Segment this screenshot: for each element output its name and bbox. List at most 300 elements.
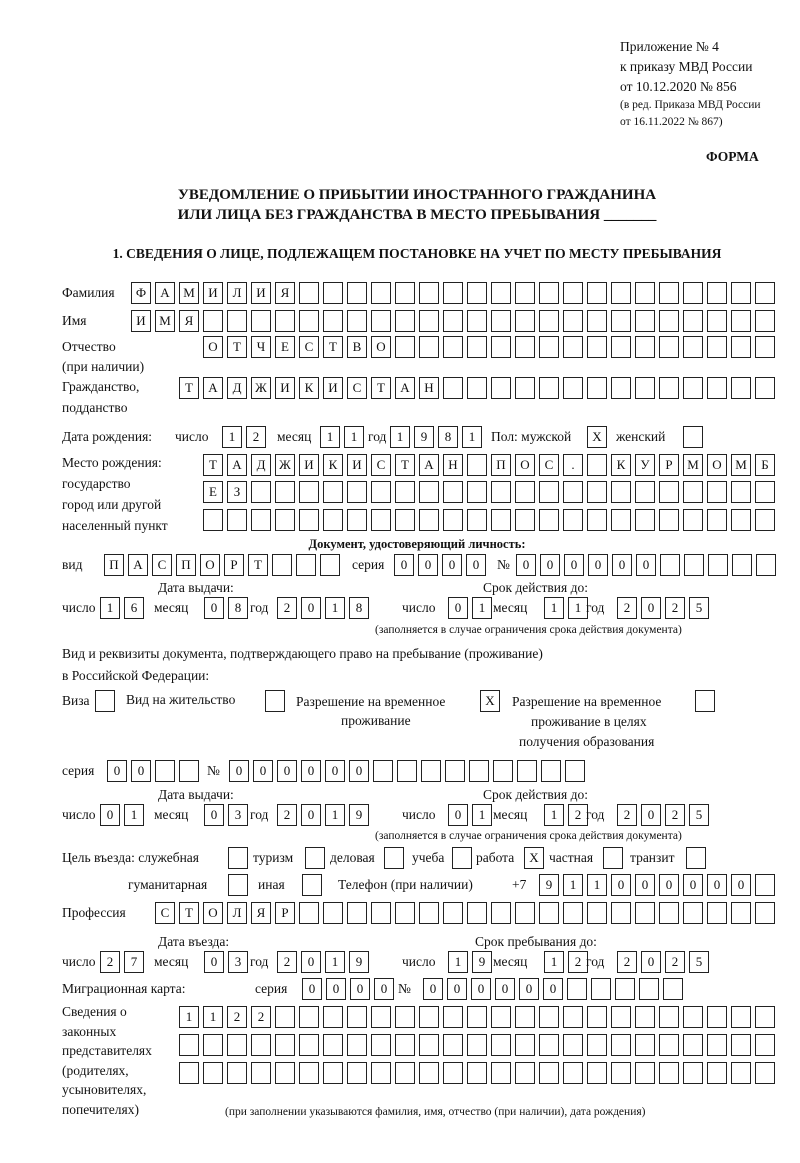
representatives-row3-cell[interactable] xyxy=(515,1062,535,1084)
residence-doc-number-cell[interactable] xyxy=(469,760,489,782)
birthplace-row2-cell[interactable] xyxy=(635,481,655,503)
purpose-private-cell[interactable] xyxy=(603,847,623,869)
id-doc-number-cell[interactable] xyxy=(660,554,680,576)
surname-cell[interactable] xyxy=(515,282,535,304)
birthplace-row1-cell[interactable]: Н xyxy=(443,454,463,476)
name-cell[interactable] xyxy=(467,310,487,332)
surname-cell[interactable] xyxy=(683,282,703,304)
representatives-row1-cell[interactable] xyxy=(707,1006,727,1028)
representatives-row1-cell[interactable] xyxy=(587,1006,607,1028)
birthplace-row1-cell[interactable]: О xyxy=(707,454,727,476)
name-cell[interactable] xyxy=(371,310,391,332)
residence-doc-issue-year-cell[interactable]: 0 xyxy=(301,804,321,826)
name-cell[interactable] xyxy=(707,310,727,332)
birthplace-row1-cell[interactable]: М xyxy=(683,454,703,476)
name-cell[interactable] xyxy=(299,310,319,332)
birthplace-row2-cell[interactable] xyxy=(563,481,583,503)
representatives-row2-cell[interactable] xyxy=(467,1034,487,1056)
entry-entry-day-cell[interactable]: 7 xyxy=(124,951,144,973)
purpose-official-cell[interactable] xyxy=(228,847,248,869)
birthplace-row3-cell[interactable] xyxy=(755,509,775,531)
birthplace-row2-cell[interactable] xyxy=(323,481,343,503)
representatives-row2-cell[interactable] xyxy=(755,1034,775,1056)
patronymic-cell[interactable] xyxy=(539,336,559,358)
id-doc-type-cell[interactable]: П xyxy=(104,554,124,576)
profession-cell[interactable] xyxy=(467,902,487,924)
name-cell[interactable] xyxy=(539,310,559,332)
residence-doc-number-cell[interactable]: 0 xyxy=(229,760,249,782)
patronymic-cell[interactable] xyxy=(587,336,607,358)
birthplace-row3-cell[interactable] xyxy=(539,509,559,531)
representatives-row1-cell[interactable] xyxy=(683,1006,703,1028)
migration-card-number-cell[interactable]: 0 xyxy=(447,978,467,1000)
birth-date-year-cell[interactable]: 1 xyxy=(390,426,410,448)
id-doc-type-cell[interactable]: Т xyxy=(248,554,268,576)
residence-doc-number-cell[interactable] xyxy=(565,760,585,782)
representatives-row3-cell[interactable] xyxy=(611,1062,631,1084)
representatives-row3-cell[interactable] xyxy=(275,1062,295,1084)
patronymic-cell[interactable] xyxy=(515,336,535,358)
residence-doc-series-cell[interactable] xyxy=(155,760,175,782)
representatives-row2-cell[interactable] xyxy=(563,1034,583,1056)
representatives-row3-cell[interactable] xyxy=(203,1062,223,1084)
citizenship-cell[interactable] xyxy=(491,377,511,399)
profession-cell[interactable] xyxy=(683,902,703,924)
entry-stay-year-cell[interactable]: 0 xyxy=(641,951,661,973)
profession-cell[interactable] xyxy=(659,902,679,924)
representatives-row1-cell[interactable] xyxy=(659,1006,679,1028)
phone-cell[interactable]: 0 xyxy=(731,874,751,896)
representatives-row3-cell[interactable] xyxy=(443,1062,463,1084)
birth-date-year-cell[interactable]: 9 xyxy=(414,426,434,448)
birthplace-row3-cell[interactable] xyxy=(275,509,295,531)
residence-doc-number-cell[interactable]: 0 xyxy=(301,760,321,782)
name-cell[interactable] xyxy=(515,310,535,332)
purpose-humanitarian-cell[interactable] xyxy=(228,874,248,896)
residence-doc-number-cell[interactable]: 0 xyxy=(349,760,369,782)
representatives-row2-cell[interactable] xyxy=(443,1034,463,1056)
phone-cell[interactable]: 0 xyxy=(635,874,655,896)
birthplace-row1-cell[interactable]: Т xyxy=(395,454,415,476)
representatives-row1-cell[interactable] xyxy=(419,1006,439,1028)
phone-cell[interactable]: 9 xyxy=(539,874,559,896)
sex-male-cell[interactable]: X xyxy=(587,426,607,448)
name-cell[interactable] xyxy=(683,310,703,332)
representatives-row2-cell[interactable] xyxy=(587,1034,607,1056)
birthplace-row3-cell[interactable] xyxy=(467,509,487,531)
residence-doc-issue-year-cell[interactable]: 2 xyxy=(277,804,297,826)
birthplace-row2-cell[interactable] xyxy=(659,481,679,503)
name-cell[interactable] xyxy=(251,310,271,332)
surname-cell[interactable] xyxy=(371,282,391,304)
representatives-row3-cell[interactable] xyxy=(299,1062,319,1084)
id-doc-valid-year-cell[interactable]: 2 xyxy=(665,597,685,619)
surname-cell[interactable] xyxy=(443,282,463,304)
surname-cell[interactable]: И xyxy=(251,282,271,304)
name-cell[interactable] xyxy=(659,310,679,332)
residence-doc-valid-year-cell[interactable]: 5 xyxy=(689,804,709,826)
surname-cell[interactable]: Я xyxy=(275,282,295,304)
profession-cell[interactable] xyxy=(491,902,511,924)
entry-stay-day-cell[interactable]: 9 xyxy=(472,951,492,973)
representatives-row2-cell[interactable] xyxy=(299,1034,319,1056)
birthplace-row3-cell[interactable] xyxy=(731,509,751,531)
profession-cell[interactable] xyxy=(731,902,751,924)
id-doc-type-cell[interactable] xyxy=(296,554,316,576)
id-doc-issue-year-cell[interactable]: 0 xyxy=(301,597,321,619)
profession-cell[interactable]: Р xyxy=(275,902,295,924)
profession-cell[interactable]: Л xyxy=(227,902,247,924)
migration-card-number-cell[interactable]: 0 xyxy=(495,978,515,1000)
patronymic-cell[interactable] xyxy=(611,336,631,358)
profession-cell[interactable]: О xyxy=(203,902,223,924)
profession-cell[interactable] xyxy=(299,902,319,924)
citizenship-cell[interactable]: К xyxy=(299,377,319,399)
patronymic-cell[interactable] xyxy=(491,336,511,358)
residence-doc-number-cell[interactable]: 0 xyxy=(277,760,297,782)
citizenship-cell[interactable] xyxy=(659,377,679,399)
id-doc-number-cell[interactable] xyxy=(708,554,728,576)
birthplace-row3-cell[interactable] xyxy=(659,509,679,531)
birthplace-row1-cell[interactable]: К xyxy=(611,454,631,476)
profession-cell[interactable] xyxy=(755,902,775,924)
birthplace-row3-cell[interactable] xyxy=(299,509,319,531)
citizenship-cell[interactable] xyxy=(755,377,775,399)
birthplace-row3-cell[interactable] xyxy=(203,509,223,531)
representatives-row1-cell[interactable] xyxy=(491,1006,511,1028)
name-cell[interactable]: М xyxy=(155,310,175,332)
id-doc-type-cell[interactable]: А xyxy=(128,554,148,576)
id-doc-series-cell[interactable]: 0 xyxy=(466,554,486,576)
birthplace-row1-cell[interactable]: П xyxy=(491,454,511,476)
birthplace-row2-cell[interactable] xyxy=(755,481,775,503)
surname-cell[interactable]: И xyxy=(203,282,223,304)
representatives-row1-cell[interactable]: 1 xyxy=(179,1006,199,1028)
birthplace-row3-cell[interactable] xyxy=(683,509,703,531)
surname-cell[interactable] xyxy=(587,282,607,304)
representatives-row3-cell[interactable] xyxy=(635,1062,655,1084)
residence-doc-number-cell[interactable] xyxy=(445,760,465,782)
id-doc-number-cell[interactable]: 0 xyxy=(564,554,584,576)
representatives-row3-cell[interactable] xyxy=(659,1062,679,1084)
id-doc-type-cell[interactable] xyxy=(272,554,292,576)
birthplace-row1-cell[interactable] xyxy=(587,454,607,476)
patronymic-cell[interactable] xyxy=(731,336,751,358)
birthplace-row1-cell[interactable]: У xyxy=(635,454,655,476)
representatives-row1-cell[interactable] xyxy=(731,1006,751,1028)
residence-doc-issue-year-cell[interactable]: 1 xyxy=(325,804,345,826)
sex-female-cell[interactable] xyxy=(683,426,703,448)
patronymic-cell[interactable] xyxy=(635,336,655,358)
birthplace-row1-cell[interactable]: Д xyxy=(251,454,271,476)
name-cell[interactable]: Я xyxy=(179,310,199,332)
birthplace-row1-cell[interactable]: С xyxy=(371,454,391,476)
profession-cell[interactable] xyxy=(443,902,463,924)
entry-stay-year-cell[interactable]: 2 xyxy=(665,951,685,973)
id-doc-valid-year-cell[interactable]: 5 xyxy=(689,597,709,619)
birthplace-row1-cell[interactable]: А xyxy=(419,454,439,476)
id-doc-series-cell[interactable]: 0 xyxy=(418,554,438,576)
phone-cell[interactable]: 0 xyxy=(707,874,727,896)
birthplace-row1-cell[interactable]: Б xyxy=(755,454,775,476)
citizenship-cell[interactable] xyxy=(563,377,583,399)
birthplace-row2-cell[interactable] xyxy=(611,481,631,503)
residence-doc-issue-day-cell[interactable]: 0 xyxy=(100,804,120,826)
representatives-row3-cell[interactable] xyxy=(587,1062,607,1084)
birthplace-row3-cell[interactable] xyxy=(515,509,535,531)
surname-cell[interactable]: А xyxy=(155,282,175,304)
citizenship-cell[interactable] xyxy=(515,377,535,399)
residence-doc-temp-cell[interactable]: X xyxy=(480,690,500,712)
birth-date-year-cell[interactable]: 8 xyxy=(438,426,458,448)
surname-cell[interactable] xyxy=(395,282,415,304)
representatives-row2-cell[interactable] xyxy=(611,1034,631,1056)
profession-cell[interactable] xyxy=(347,902,367,924)
residence-doc-issue-month-cell[interactable]: 3 xyxy=(228,804,248,826)
surname-cell[interactable] xyxy=(491,282,511,304)
citizenship-cell[interactable]: С xyxy=(347,377,367,399)
representatives-row2-cell[interactable] xyxy=(203,1034,223,1056)
phone-cell[interactable] xyxy=(755,874,775,896)
migration-card-number-cell[interactable]: 0 xyxy=(519,978,539,1000)
representatives-row3-cell[interactable] xyxy=(491,1062,511,1084)
representatives-row3-cell[interactable] xyxy=(371,1062,391,1084)
profession-cell[interactable] xyxy=(563,902,583,924)
name-cell[interactable] xyxy=(419,310,439,332)
citizenship-cell[interactable]: Н xyxy=(419,377,439,399)
representatives-row3-cell[interactable] xyxy=(347,1062,367,1084)
purpose-work-cell[interactable]: X xyxy=(524,847,544,869)
entry-entry-month-cell[interactable]: 3 xyxy=(228,951,248,973)
representatives-row1-cell[interactable]: 2 xyxy=(251,1006,271,1028)
residence-doc-number-cell[interactable] xyxy=(397,760,417,782)
id-doc-number-cell[interactable]: 0 xyxy=(588,554,608,576)
representatives-row2-cell[interactable] xyxy=(659,1034,679,1056)
citizenship-cell[interactable] xyxy=(611,377,631,399)
residence-doc-valid-year-cell[interactable]: 0 xyxy=(641,804,661,826)
birthplace-row1-cell[interactable]: Р xyxy=(659,454,679,476)
citizenship-cell[interactable] xyxy=(683,377,703,399)
birthplace-row3-cell[interactable] xyxy=(419,509,439,531)
citizenship-cell[interactable]: Т xyxy=(179,377,199,399)
phone-cell[interactable]: 0 xyxy=(611,874,631,896)
residence-doc-issue-year-cell[interactable]: 9 xyxy=(349,804,369,826)
patronymic-cell[interactable] xyxy=(467,336,487,358)
surname-cell[interactable] xyxy=(731,282,751,304)
birthplace-row2-cell[interactable] xyxy=(419,481,439,503)
id-doc-type-cell[interactable]: Р xyxy=(224,554,244,576)
patronymic-cell[interactable] xyxy=(419,336,439,358)
citizenship-cell[interactable] xyxy=(539,377,559,399)
entry-stay-month-cell[interactable]: 1 xyxy=(544,951,564,973)
representatives-row2-cell[interactable] xyxy=(491,1034,511,1056)
patronymic-cell[interactable] xyxy=(443,336,463,358)
representatives-row2-cell[interactable] xyxy=(539,1034,559,1056)
surname-cell[interactable] xyxy=(635,282,655,304)
migration-card-number-cell[interactable] xyxy=(615,978,635,1000)
id-doc-issue-year-cell[interactable]: 1 xyxy=(325,597,345,619)
birthplace-row1-cell[interactable]: И xyxy=(347,454,367,476)
residence-doc-series-cell[interactable]: 0 xyxy=(107,760,127,782)
representatives-row2-cell[interactable] xyxy=(275,1034,295,1056)
birthplace-row1-cell[interactable]: И xyxy=(299,454,319,476)
birthplace-row2-cell[interactable] xyxy=(443,481,463,503)
name-cell[interactable] xyxy=(563,310,583,332)
migration-card-series-cell[interactable]: 0 xyxy=(326,978,346,1000)
citizenship-cell[interactable] xyxy=(731,377,751,399)
birthplace-row2-cell[interactable]: Е xyxy=(203,481,223,503)
id-doc-issue-month-cell[interactable]: 0 xyxy=(204,597,224,619)
surname-cell[interactable] xyxy=(611,282,631,304)
residence-doc-number-cell[interactable]: 0 xyxy=(325,760,345,782)
surname-cell[interactable] xyxy=(539,282,559,304)
birthplace-row3-cell[interactable] xyxy=(491,509,511,531)
id-doc-type-cell[interactable] xyxy=(320,554,340,576)
representatives-row1-cell[interactable] xyxy=(611,1006,631,1028)
name-cell[interactable] xyxy=(323,310,343,332)
surname-cell[interactable]: М xyxy=(179,282,199,304)
id-doc-issue-month-cell[interactable]: 8 xyxy=(228,597,248,619)
birthplace-row1-cell[interactable]: М xyxy=(731,454,751,476)
birthplace-row2-cell[interactable] xyxy=(587,481,607,503)
surname-cell[interactable] xyxy=(323,282,343,304)
entry-entry-year-cell[interactable]: 1 xyxy=(325,951,345,973)
patronymic-cell[interactable]: О xyxy=(203,336,223,358)
name-cell[interactable] xyxy=(203,310,223,332)
residence-doc-series-cell[interactable] xyxy=(179,760,199,782)
representatives-row2-cell[interactable] xyxy=(227,1034,247,1056)
citizenship-cell[interactable]: А xyxy=(203,377,223,399)
entry-entry-year-cell[interactable]: 9 xyxy=(349,951,369,973)
birthplace-row2-cell[interactable] xyxy=(491,481,511,503)
profession-cell[interactable] xyxy=(395,902,415,924)
birthplace-row2-cell[interactable] xyxy=(371,481,391,503)
name-cell[interactable] xyxy=(443,310,463,332)
id-doc-number-cell[interactable]: 0 xyxy=(636,554,656,576)
surname-cell[interactable] xyxy=(707,282,727,304)
profession-cell[interactable] xyxy=(611,902,631,924)
representatives-row1-cell[interactable] xyxy=(275,1006,295,1028)
patronymic-cell[interactable]: О xyxy=(371,336,391,358)
representatives-row2-cell[interactable] xyxy=(371,1034,391,1056)
representatives-row1-cell[interactable]: 2 xyxy=(227,1006,247,1028)
representatives-row3-cell[interactable] xyxy=(539,1062,559,1084)
residence-doc-number-cell[interactable] xyxy=(541,760,561,782)
patronymic-cell[interactable]: Е xyxy=(275,336,295,358)
representatives-row1-cell[interactable] xyxy=(323,1006,343,1028)
residence-doc-valid-year-cell[interactable]: 2 xyxy=(617,804,637,826)
representatives-row1-cell[interactable] xyxy=(371,1006,391,1028)
id-doc-issue-year-cell[interactable]: 8 xyxy=(349,597,369,619)
representatives-row1-cell[interactable] xyxy=(443,1006,463,1028)
birthplace-row2-cell[interactable] xyxy=(347,481,367,503)
citizenship-cell[interactable]: И xyxy=(275,377,295,399)
birthplace-row2-cell[interactable] xyxy=(467,481,487,503)
representatives-row3-cell[interactable] xyxy=(179,1062,199,1084)
residence-doc-valid-month-cell[interactable]: 2 xyxy=(568,804,588,826)
profession-cell[interactable] xyxy=(587,902,607,924)
representatives-row1-cell[interactable] xyxy=(539,1006,559,1028)
representatives-row3-cell[interactable] xyxy=(419,1062,439,1084)
profession-cell[interactable] xyxy=(515,902,535,924)
representatives-row1-cell[interactable]: 1 xyxy=(203,1006,223,1028)
entry-entry-year-cell[interactable]: 2 xyxy=(277,951,297,973)
patronymic-cell[interactable]: В xyxy=(347,336,367,358)
id-doc-type-cell[interactable]: О xyxy=(200,554,220,576)
entry-stay-day-cell[interactable]: 1 xyxy=(448,951,468,973)
birthplace-row3-cell[interactable] xyxy=(395,509,415,531)
surname-cell[interactable] xyxy=(659,282,679,304)
representatives-row3-cell[interactable] xyxy=(395,1062,415,1084)
residence-doc-valid-day-cell[interactable]: 1 xyxy=(472,804,492,826)
birthplace-row3-cell[interactable] xyxy=(563,509,583,531)
representatives-row2-cell[interactable] xyxy=(515,1034,535,1056)
birth-date-day-cell[interactable]: 2 xyxy=(246,426,266,448)
surname-cell[interactable] xyxy=(563,282,583,304)
citizenship-cell[interactable] xyxy=(707,377,727,399)
id-doc-number-cell[interactable]: 0 xyxy=(540,554,560,576)
profession-cell[interactable] xyxy=(707,902,727,924)
birthplace-row2-cell[interactable] xyxy=(251,481,271,503)
birthplace-row3-cell[interactable] xyxy=(587,509,607,531)
profession-cell[interactable] xyxy=(539,902,559,924)
migration-card-series-cell[interactable]: 0 xyxy=(302,978,322,1000)
phone-cell[interactable]: 1 xyxy=(563,874,583,896)
surname-cell[interactable] xyxy=(419,282,439,304)
birthplace-row2-cell[interactable] xyxy=(299,481,319,503)
representatives-row3-cell[interactable] xyxy=(467,1062,487,1084)
profession-cell[interactable]: С xyxy=(155,902,175,924)
citizenship-cell[interactable]: Д xyxy=(227,377,247,399)
name-cell[interactable] xyxy=(731,310,751,332)
representatives-row2-cell[interactable] xyxy=(179,1034,199,1056)
residence-doc-issue-month-cell[interactable]: 0 xyxy=(204,804,224,826)
representatives-row3-cell[interactable] xyxy=(251,1062,271,1084)
birthplace-row1-cell[interactable]: К xyxy=(323,454,343,476)
representatives-row1-cell[interactable] xyxy=(347,1006,367,1028)
birthplace-row2-cell[interactable] xyxy=(395,481,415,503)
surname-cell[interactable] xyxy=(467,282,487,304)
id-doc-series-cell[interactable]: 0 xyxy=(394,554,414,576)
name-cell[interactable] xyxy=(611,310,631,332)
id-doc-type-cell[interactable]: П xyxy=(176,554,196,576)
surname-cell[interactable] xyxy=(299,282,319,304)
citizenship-cell[interactable] xyxy=(587,377,607,399)
citizenship-cell[interactable]: Т xyxy=(371,377,391,399)
surname-cell[interactable] xyxy=(347,282,367,304)
birthplace-row1-cell[interactable]: . xyxy=(563,454,583,476)
name-cell[interactable] xyxy=(755,310,775,332)
phone-cell[interactable]: 1 xyxy=(587,874,607,896)
birthplace-row2-cell[interactable] xyxy=(683,481,703,503)
residence-doc-number-cell[interactable] xyxy=(421,760,441,782)
representatives-row1-cell[interactable] xyxy=(467,1006,487,1028)
birthplace-row3-cell[interactable] xyxy=(251,509,271,531)
id-doc-number-cell[interactable]: 0 xyxy=(516,554,536,576)
birthplace-row3-cell[interactable] xyxy=(347,509,367,531)
migration-card-number-cell[interactable] xyxy=(567,978,587,1000)
birthplace-row2-cell[interactable] xyxy=(731,481,751,503)
representatives-row2-cell[interactable] xyxy=(251,1034,271,1056)
name-cell[interactable] xyxy=(347,310,367,332)
migration-card-number-cell[interactable]: 0 xyxy=(543,978,563,1000)
representatives-row1-cell[interactable] xyxy=(755,1006,775,1028)
migration-card-number-cell[interactable]: 0 xyxy=(423,978,443,1000)
id-doc-valid-year-cell[interactable]: 2 xyxy=(617,597,637,619)
birthplace-row3-cell[interactable] xyxy=(371,509,391,531)
citizenship-cell[interactable] xyxy=(443,377,463,399)
residence-doc-number-cell[interactable] xyxy=(373,760,393,782)
